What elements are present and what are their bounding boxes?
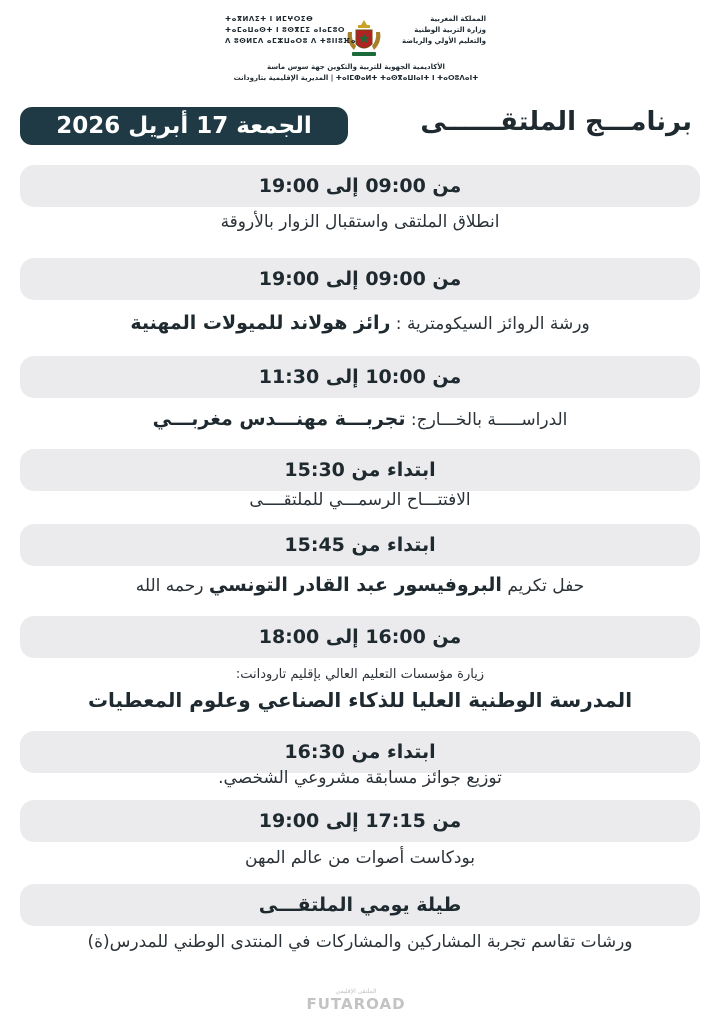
event-desc-7: توزيع جوائز مسابقة مشروعي الشخصي. xyxy=(218,768,502,788)
time-slot-2: من 09:00 إلى 19:00 xyxy=(20,258,700,300)
event-desc-5-bold: البروفيسور عبد القادر التونسي xyxy=(208,574,502,596)
event-desc-5 xyxy=(20,574,700,596)
event-desc-1: انطلاق الملتقى واستقبال الزوار بالأروقة xyxy=(220,212,500,232)
time-slot-7: ابتداء من 16:30 xyxy=(20,731,700,773)
event-desc-2-text: ورشة الروائز السيكومترية : xyxy=(390,314,590,334)
footer-logo-subtitle: الملتقى الإقليمي xyxy=(335,988,377,995)
header-arabic-line: وزارة التربية الوطنية xyxy=(414,26,486,34)
event-desc-3-text: الدراســـــة بالخـــارج: xyxy=(405,410,568,430)
time-slot-9: طيلة يومي الملتقـــى xyxy=(20,884,700,926)
header-arabic-line: والتعليم الأولي والرياضة xyxy=(402,37,486,45)
page-title: برنامـــج الملتقــــــى xyxy=(420,107,692,137)
event-desc-4: الافتتـــاح الرسمـــي للملتقــــى xyxy=(249,490,471,510)
time-slot-8: من 17:15 إلى 19:00 xyxy=(20,800,700,842)
time-slot-5: ابتداء من 15:45 xyxy=(20,524,700,566)
event-desc-3-bold: تجربـــة مهنـــدس مغربـــي xyxy=(152,408,406,430)
header-academy-lines xyxy=(200,62,512,84)
event-desc-8: بودكاست أصوات من عالم المهن xyxy=(245,848,475,868)
event-desc-5-text: حفل تكريم xyxy=(501,576,585,596)
header-amazigh-line: ⴷ ⵓⵙⵍⵎⴷ ⴰⵎⵣⵡⴰⵔⵓ ⴷ ⵜⵓⵏⵏⵓⴼⴰ xyxy=(225,37,357,45)
header-arabic-line: المملكة المغربية xyxy=(430,15,486,23)
event-desc-3 xyxy=(20,408,700,430)
event-desc-9: ورشات تقاسم تجربة المشاركين والمشاركات في المنتدى الوطني للمدرس(ة) xyxy=(87,932,633,952)
time-slot-4: ابتداء من 15:30 xyxy=(20,449,700,491)
event-desc-5-tail: رحمه الله xyxy=(135,576,209,596)
ministry-header xyxy=(0,14,712,86)
title-row xyxy=(20,105,692,149)
time-slot-6: من 16:00 إلى 18:00 xyxy=(20,616,700,658)
event-desc-6-intro: زيارة مؤسسات التعليم العالي بإقليم تارودانت: xyxy=(235,667,485,682)
time-slot-1: من 09:00 إلى 19:00 xyxy=(20,165,700,207)
event-desc-2 xyxy=(20,312,700,334)
event-desc-2-bold: رائز هولاند للميولات المهنية xyxy=(130,312,391,334)
futaroad-logo xyxy=(300,988,412,1012)
header-academy-line: الأكاديمية الجهوية للتربية والتكوين جهة سوس ماسة xyxy=(267,63,445,71)
date-badge: الجمعة 17 أبريل 2026 xyxy=(20,107,348,145)
time-slot-3: من 10:00 إلى 11:30 xyxy=(20,356,700,398)
header-amazigh-line: ⵜⴰⵎⴰⵡⴰⵙⵜ ⵏ ⵓⵙⴳⵎⵉ ⴰⵏⴰⵎⵓⵔ xyxy=(225,26,345,34)
event-desc-6-school: المدرسة الوطنية العليا للذكاء الصناعي وعلوم المعطيات xyxy=(87,688,633,712)
footer-logo-brand: FUTAROAD xyxy=(306,995,406,1013)
header-amazigh-line: ⵜⴰⴳⵍⴷⵉⵜ ⵏ ⵍⵎⵖⵔⵉⴱ xyxy=(225,15,314,23)
header-amazigh-block xyxy=(225,14,375,47)
header-directorate-line: ⵜⴰⵏⵎⵀⴰⵍⵜ ⵜⴰⵙⴳⴰⵡⵏⴰⵏⵜ ⵏ ⵜⴰⵔⵓⴷⴰⵏⵜ | المديرية الإقليمية بتارودانت xyxy=(233,74,479,82)
